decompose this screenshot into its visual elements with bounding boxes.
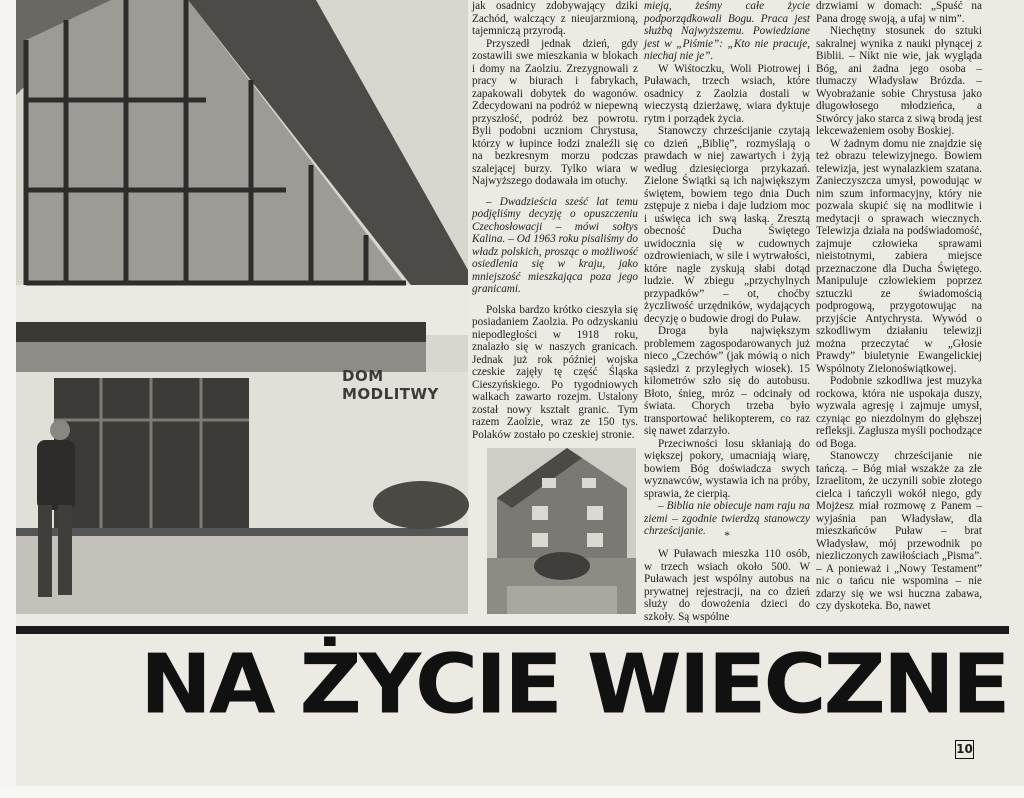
dom-modlitwy-sign: DOM MODLITWY [342, 367, 439, 403]
text-column-2-upper [644, 0, 810, 537]
text-column-1 [472, 0, 638, 624]
church-photo [16, 0, 468, 614]
col2-quote: – Biblia nie obiecuje nam raju na ziemi – zgodnie twierdzą stanowczy chrześcijanie. [644, 500, 810, 537]
page-margin-left [0, 0, 16, 798]
page-number: 10 [955, 740, 974, 759]
col3-paragraph: drzwiami w domach: „Spuść na Pana drogę swoją, a ufaj w nim”. [816, 0, 982, 25]
col2-paragraph: W Wiśtoczku, Woli Piotrowej i Puławach, trzech wsiach, które osadnicy z Zaolzia dostali w wieczystą dzierżawę, wiara dyktuje rytm i porządek życia. [644, 62, 810, 125]
headline: NA ŻYCIE WIECZNE [140, 637, 1008, 733]
page-margin-bottom [0, 786, 1024, 798]
text-column-2-lower [644, 548, 810, 624]
col1-paragraph: Przyszedł jednak dzień, gdy zostawili swe mieszkania w blokach i domy na Zaolziu. Zrezygnowali z pracy w biurach i fabrykach, zapakowali dobytek do wagonów. Zdecydowani na podróż w niepewną przyszłość, podróż bez powrotu. Byli podobni uczniom Chrystusa, którzy w łupince łodzi znaleźli się na bezkresnym morzu podczas szalejącej burzy. Tylko wiara w Najwyższego dodawała im otuchy. [472, 37, 638, 187]
col1-paragraph: jak osadnicy zdobywający dziki Zachód, walczący z nieujarzmioną, tajemniczą przyrodą. [472, 0, 638, 37]
col2-quote: mieją, żeśmy całe życie podporządkowali Bogu. Praca jest służbą Najwyższemu. Powiedziane jest w „Piśmie”: „Kto nie pracuje, niechaj nie je”. [644, 0, 810, 62]
col2-paragraph: Droga była największym problemem zagospodarowanych już nieco „Czechów” (jak mówią o nich sąsiedzi z przyległych wiosek). 15 kilometrów szło się do autobusu. Błoto, śnieg, mróz – odcinały od świata. Chorych trzeba było transportować helikopterem, co raz się nawet zdarzyło. [644, 325, 810, 437]
col2-paragraph: Stanowczy chrześcijanie czytają co dzień „Biblię”, rozmyślają o prawdach w niej zawartych i żyją według dziesięciorga przykazań. Zielone Świątki są ich największym świętem, bowiem tego dnia Duch zstępuje z nieba i daje ludziom moc i uświęca ich swą łaską. Zresztą obecność Ducha Świętego uwidocznia się w cudownych ozdrowieniach, w sile i wytrwałości, które nagle zyskują słabi dotąd ludzie. W zbiegu „przychylnych przypadków” – ot, choćby życzliwość urzędników, wydających decyzję o budowie drogi do Puław. [644, 125, 810, 325]
separator-star: * [724, 530, 730, 542]
col3-paragraph: Niechętny stosunek do sztuki sakralnej wynika z nauki płynącej z Biblii. – Nikt nie wie, jak wygląda Bóg, ani żadna jego osoba – tłumaczy Władysław Brózda. – Wyobrażanie sobie Chrystusa jako długowłosego młodzieńca, a Stwórcy jako starca z siwą brodą jest lekceważeniem osoby Boskiej. [816, 25, 982, 137]
text-column-3 [816, 0, 982, 624]
col3-paragraph: Podobnie szkodliwa jest muzyka rockowa, która nie uspokaja duszy, wyzwala agresję i zajmuje umysł, czyniąc go niezdolnym do głębszej refleksji. Zagłusza myśli pochodzące od Boga. [816, 375, 982, 450]
church-photo-drawing [16, 0, 468, 614]
col1-paragraph: Polska bardzo krótko cieszyła się posiadaniem Zaolzia. Po odzyskaniu niepodległości w 1918 roku, znalazło się w naszych granicach. Jednak już rok później wojska czeskie zajęły tę część Śląska Cieszyńskiego. Po tygodniowych walkach zawarto rozejm. Ustalony został nowy kształt granic. Tym razem Zaolzie, wraz ze 150 tys. Polaków zostało po czeskiej stronie. [472, 303, 638, 441]
col3-paragraph: W żadnym domu nie znajdzie się też obrazu telewizyjnego. Bowiem telewizja, jest wynalazkiem szatana. Zanieczyszcza umysł, powodując w nim szum informacyjny, który nie pozwala skupić się na modlitwie i medytacji o sprawach wiecznych. Telewizja działa na podświadomość, zajmuje człowieka sprawami nieistotnymi, zabiera miejsce przeznaczone dla Ducha Świętego. Manipuluje człowiekiem poprzez sztuczki ze świadomością podprogową, przygotowując na przyjście Antychrysta. Wywód o szkodliwym działaniu telewizji można przeczytać w „Głosie Prawdy” biuletynie Ewangelickiej Wspólnoty Zielonoświątkowej. [816, 137, 982, 375]
col1-quote: – Dwadzieścia sześć lat temu podjęliśmy decyzję o opuszczeniu Czechosłowacji – mówi sołtys Kalina. – Od 1963 roku pisaliśmy do władz polskich, prosząc o możliwość osiedlenia się w kraju, jako mniejszość mieszkająca poza jego granicami. [472, 195, 638, 295]
section-separator [644, 524, 810, 544]
col2-paragraph: W Puławach mieszka 110 osób, w trzech wsiach około 500. W Puławach jest wspólny autobus na prywatnej rejestracji, na co dzień służy do dowożenia dzieci do szkoły. Są wspólne [644, 548, 810, 623]
col2-paragraph: Przeciwności losu skłaniają do większej pokory, umacniają wiarę, bowiem Bóg doświadcza swych wyznawców, wystawia ich na próby, sprawia, że cierpią. [644, 437, 810, 500]
col3-paragraph: Stanowczy chrześcijanie nie tańczą. – Bóg miał wszakże za złe Izraelitom, że uczynili sobie złotego cielca i tańczyli wokół niego, gdy Mojżesz miał rozmowę z Panem – wyjaśnia pan Władysław, dla mieszkańców Puław – brat Władysław, mój przewodnik po niezliczonych zawiłościach „Pisma”. – A ponieważ i „Nowy Testament” nic o tańcu nie wspomina – nie zdarzy się we wsi huczna zabawa, czy dyskoteka. Bo, nawet [816, 450, 982, 612]
